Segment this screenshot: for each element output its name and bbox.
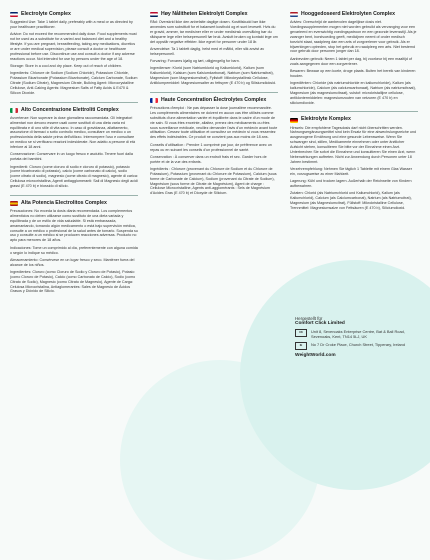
paragraph: Ingrediënten: Chloride (als natriumchloride en kaliumchloride), Kalium (als kaliumchloride), Calcium (als calciumcarbonaat), Natrium (als natriumcitraat), Magnesium (als magnesiumcitraat), vulstof: microkristallijne cellulose, antiklontermiddelen: magnesiumzouten van vetzuren (E 470 b) en siliciumdioxide. (290, 81, 416, 105)
section-no (150, 12, 278, 86)
column-3 (290, 12, 418, 217)
paragraph: Ingrédients : Chlorure (provenant du Chlorure de Sodium et du Chlorure de Potassium), Potassium (provenant du Chlorure de Potassium), Calcium (sous forme de Carbonate de Calcium), Sodium (provenant du Citrate de Sodium), Magnésium (sous forme de Citrate de Magnésium), Agent de charge : Cellulose Microcristalline, Agents anti-agglomérants : Sels de Magnésium d'Acides Gras (E 470 b) et Dioxyde de Silicium. (150, 166, 277, 196)
section-nl-title: Hooggedoseerd Elektrolyten Complex (301, 11, 395, 17)
paragraph: Almacenamiento: Consérvese en un lugar fresco y seco. Manténer fuera del alcance de los niños. (10, 257, 135, 267)
section-no-title: Høy Nålitheten Elektrolytt Complex (161, 11, 248, 17)
section-es (10, 201, 138, 294)
section-it-title: Alto Concentrazione Elettroliti Complex (21, 106, 119, 113)
paragraph: Ingredienti: Cloruro (come cloruro di sodio e cloruro di potassio), potassio (come bicarbonato di potassio), calcio (come carbonato di calcio), sodio (come citrato di sodio), magnesio (come citrato di magnesio), agente di carica: Cellulosa microcristallina, Agenti antiagglomeranti: Sali di Magnesio degli acidi grassi (E 470 b) e biossido di silicio. (10, 164, 138, 189)
italy-flag-icon (10, 108, 18, 113)
section-title-it (10, 108, 138, 114)
paragraph: Precauciones: No exceda la dosis diaria recomendada. Los complementos alimenticios no deben utilizarse como sustituto de una dieta variada y equilibrada y de un estilo de vida saludable. Si está embarazada, amamantando, tomando algún medicamento o está bajo supervisión médica, consulte a un médico o profesional de la salud antes de tomarlo. Suspenda su uso y consulte a un médico si se producen reacciones adversas. Producto no apto para menores de 18 años. (10, 209, 138, 243)
column-2 (150, 12, 278, 202)
france-flag-icon (150, 98, 158, 103)
section-fr (150, 98, 278, 196)
paragraph: Lagerung: Kühl und trocken lagern. Außerhalb der Reichweite von Kindern aufbewahren. (290, 179, 412, 189)
germany-flag-icon (290, 118, 298, 123)
ie-address-row (295, 342, 415, 350)
paragraph: Ingredients: Chlorure de Sodium (Sodium Chloride), Potassium Chloride, Potassium Bicarbonate (Potassium Bicarbonate), Calcium Carbonate, Sodium Citrate (Sodium Citrate), Magnesium Citrate, Bulking Agent: Microcrystalline Cellulose, Anti-Caking Agents: Magnesium Salts of Fatty Acids & E470 & Silicon Dioxide. (10, 71, 138, 95)
section-title-es (10, 201, 138, 207)
section-title-en (10, 12, 138, 18)
section-title-de (290, 117, 418, 123)
paragraph: Conseils d'utilisation : Prendre 1 comprimé par jour, de préférence avec un repas ou en suivant les conseils d'un professionnel de santé. (150, 142, 272, 152)
paragraph: Ingredientes: Cloruro (como Cloruro de Sodio y Cloruro de Potasio), Potasio (como Cloruro de Potasio), Calcio (como Carbonato de Calcio), Sodio (como Citrato de Sodio), Magnesio (como Citrato de Magnesio), Agente de Carga: Celulosa Microcristalina, Antiaglomerantes: Sales de Magnesio de Ácidos Grasos y Dióxido de Silicio. (10, 269, 136, 294)
paragraph: Råd: Overskrid ikke den anbefalte daglige dosen. Kosttilskudd bør ikke anvendes som substitutt for et balansert kosthold og et sunt levesett. Hvis du er gravid, ammer, tar medisiner eller er under medisinsk overvåking bør du rådspørre lege eller helsepersonell før bruk. Avslutt bruken og kontakt lege om det oppstår negative effekter. Ikke egnet for personer under 18 år. (150, 20, 278, 44)
divider (10, 102, 138, 103)
ie-badge: IE (295, 342, 307, 350)
column-1 (10, 12, 138, 300)
section-it (10, 108, 138, 189)
paragraph: Advies: Overschrijd de aanbevolen dagelijkse dosis niet. Voedingssupplementen mogen niet worden gebruikt als vervanging voor een gevarieerd en evenwichtig voedingspatroon en een gezonde levensstijl. Als je zwanger bent, borstvoeding geeft, medicijnen neemt of onder medisch toezicht staat, raadpleeg dan een arts of zorgverlener voor gebruik. Als er bijwerkingen optreden, stop het gebruik en raadpleeg een arts. Niet bestemd voor gebruik door personen jonger dan 18. (290, 20, 417, 54)
paragraph: Forvaring: Forvares kjølig og tørt, utilgjengelig for barn. (150, 59, 240, 64)
section-title-nl (290, 12, 418, 18)
spain-flag-icon (10, 201, 18, 206)
divider (290, 111, 418, 112)
section-en (10, 12, 138, 96)
paragraph: Conservazione: Conservare in un luogo fresco e asciutto. Tenere fuori dalla portata dei bambini. (10, 152, 133, 162)
section-nl (290, 12, 418, 105)
uk-address-row (295, 329, 415, 339)
section-de (290, 117, 418, 210)
uk-address: Unit 8, Sevenoaks Enterprise Centre, Bat & Ball Road, Sevenoaks, Kent, TN14 5LJ, UK (311, 329, 405, 340)
paragraph: Storage: Store in a cool and dry place. Keep out of reach of children. (10, 64, 122, 68)
section-fr-title: Haute Concentration Électrolytes Complex (161, 96, 267, 103)
section-title-fr (150, 98, 278, 104)
norway-flag-icon (150, 12, 158, 17)
paragraph: Aanbevolen gebruik: Neem 1 tablet per dag, bij voorkeur bij een maaltijd of zoals aangegeven door een zorgverlener. (290, 56, 412, 66)
divider (150, 92, 278, 93)
paragraph: Anvendelse: Ta 1 tablett daglig, helst med et måltid, eller slik anvist av helsepersonell. (150, 46, 265, 56)
section-en-title: Electrolyte Complex (21, 11, 71, 17)
paragraph: Suggested Use: Take 1 tablet daily, preferably with a meal or as directed by your healthcare practitioner. (10, 20, 133, 30)
paragraph: Avvertenze: Non superare la dose giornaliera raccomandata. Gli integratori alimentari non devono essere usati come sostituti di una dieta varia ed equilibrata e di uno stile di vita sano. In caso di gravidanza, allattamento, assunzione di farmaci o sotto controllo medico, consultare un medico o un professionista della salute prima dell'utilizzo. Interrompere l'uso e consultare un medico se si verificano reazioni indesiderate. Non adatto a persone di età inferiore ai 18 anni. (10, 115, 136, 150)
divider (10, 195, 138, 196)
ie-address: No 7 Dr Croke Place, Church Street, Tipperary, Ireland (311, 342, 405, 348)
paragraph: Zutaten: Chlorid (als Natriumchlorid und Kaliumchlorid), Kalium (als Kaliumchlorid), Calcium (als Calciumcarbonat), Natrium (als Natriumcitrat), Magnesium (als Magnesiumcitrat), Füllstoff: Mikrokristalline Cellulose, Trennmittel: Magnesiumsalze von Fettsäuren (E 470 b), Siliciumdioxid. (290, 191, 412, 210)
section-title-no (150, 12, 278, 18)
paragraph: Ingredienser: Klorid (som Natriumklorid og Kaliumklorid), Kalium (som Kaliumklorid), Kalsium (som Kalsiumkarbonat), Natrium (som Natriumsitrat), Magnesium (som Magnesiumsitrat), Fyllstoff: Mikrokrystallinsk Cellulose, Antiklumpemiddel: Magnesiumsalter av fettsyrer (E 470 b) og Silisiumdioksid. (150, 66, 277, 86)
website-link[interactable]: WeightWorld.com (295, 353, 336, 359)
uk-badge: UK (295, 329, 307, 337)
paragraph: Verzehrempfehlung: Nehmen Sie täglich 1 Tablette mit einem Glas Wasser ein, vorzugsweise zu einer Mahlzeit. (290, 167, 412, 176)
company-name: Comfort Click Limited (295, 321, 345, 327)
paragraph: Hinweis: Die empfohlene Tagesdosis darf nicht überschritten werden. Nahrungsergänzungsmittel sind kein Ersatz für eine abwechslungsreiche und ausgewogene Ernährung und eine gesunde Lebensweise. Wenn Sie schwanger sind, stillen, Medikamente einnehmen oder unter ärztlicher Aufsicht stehen, konsultieren Sie bitte vor der Einnahme einen Arzt. Unterbrechen Sie sofort die Einnahme und konsultieren Sie einen Arzt, wenn Nebenwirkungen auftreten. Nicht zur Anwendung durch Personen unter 18 Jahren bestimmt. (290, 125, 417, 164)
section-de-title: Elektrolyte Komplex (301, 116, 351, 123)
netherlands-flag-icon (290, 12, 298, 17)
paragraph: Bewaren: Bewaar op een koele, droge plaats. Buiten het bereik van kinderen houden. (290, 68, 416, 78)
paragraph: Indicaciones: Tome un comprimido al día, preferentemente con alguna comida o según lo indique su médico. (10, 245, 138, 255)
paragraph: Précautions d'emploi : Ne pas dépasser la dose journalière recommandée. Les compléments alimentaires ne doivent en aucun cas être utilisés comme substituts d'une alimentation variée et équilibrée dans le cadre d'un mode de vie sain. Si vous êtes enceinte, allaitez, prenez des médicaments ou êtes sous surveillance médicale, veuillez demander l'avis d'un médecin avant toute utilisation. Cessez toute utilisation et consultez un médecin si vous ressentez des effets indésirables. Ce produit ne convient pas aux moins de 18 ans. (150, 106, 278, 140)
section-es-title: Alta Potencia Electrolitos Complex (21, 199, 107, 206)
paragraph: Advice: Do not exceed the recommended daily dose. Food supplements must not be used as a substitute for a varied and balanced diet and a healthy lifestyle. If you are pregnant, breastfeeding, taking any medications, diuretics or are under medical supervision, please consult a doctor or healthcare professional before use. Discontinue use and consult a doctor if any adverse reactions occur. Not intended for use by persons under the age of 18. (10, 32, 137, 61)
manufacturer-block (295, 316, 415, 358)
uk-flag-icon (10, 12, 18, 17)
manufactured-for-label: Hergestellt für (295, 316, 323, 321)
paragraph: Conservation : À conserver dans un endroit frais et sec. Garder hors de portée et de la vue des enfants. (150, 154, 267, 164)
